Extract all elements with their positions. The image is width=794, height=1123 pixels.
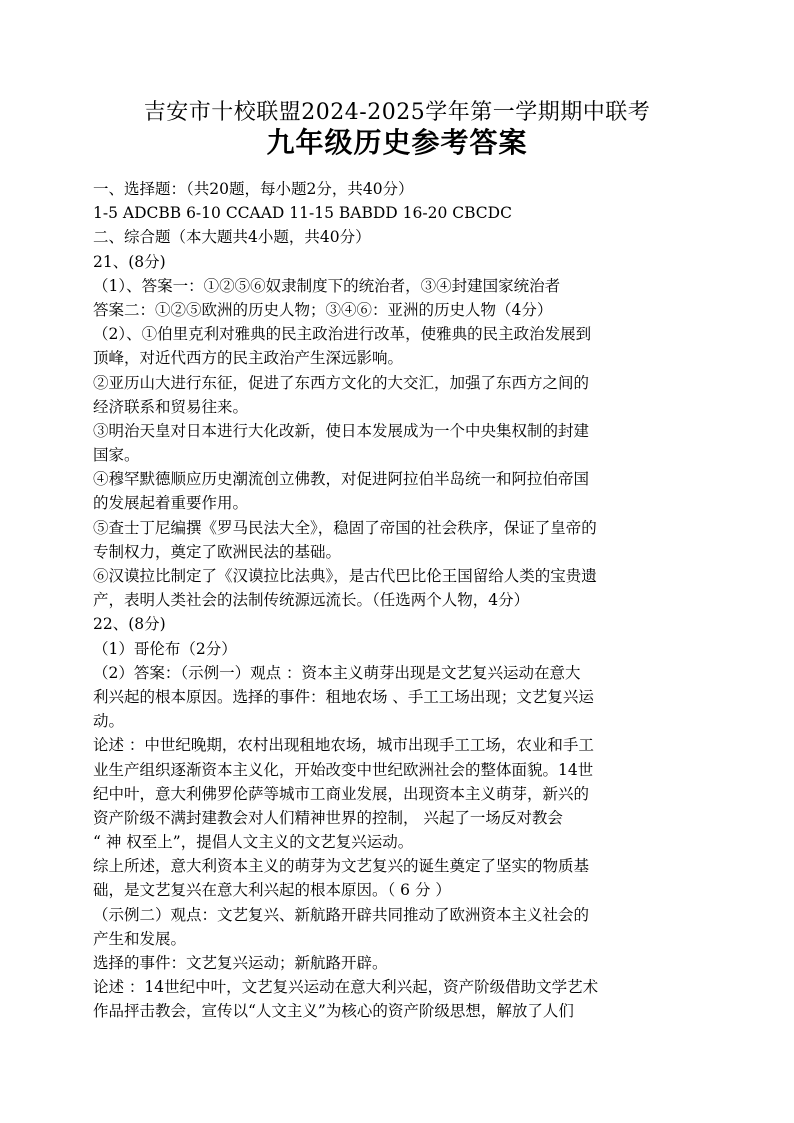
answer-line: “ 神 权至上”，提倡人文主义的文艺复兴运动。 xyxy=(93,833,414,852)
answer-line: 论述 ：14世纪中叶，文艺复兴运动在意大利兴起，资产阶级借助文学艺术 xyxy=(93,978,599,997)
answer-line: （示例二）观点：文艺复兴、新航路开辟共同推动了欧洲资本主义社会的 xyxy=(93,905,590,924)
document-title: 九年级历史参考答案 xyxy=(266,126,528,159)
answer-line: 业生产组织逐渐资本主义化，开始改变中世纪欧洲社会的整体面貌。14世 xyxy=(93,760,594,779)
answer-line: 利兴起的根本原因。选择的事件：租地农场 、手工工场出现；文艺复兴运 xyxy=(93,687,594,706)
answer-line: 选择的事件：文艺复兴运动；新航路开辟。 xyxy=(93,954,388,972)
answer-line: 二、综合题（本大题共4小题，共40分） xyxy=(93,228,371,247)
exam-title: 吉安市十校联盟2024-2025学年第一学期期中联考 xyxy=(143,100,651,125)
answer-line: （1）、答案一：①②⑤⑥奴隶制度下的统治者，③④封建国家统治者 xyxy=(93,276,561,295)
answer-line: 动。 xyxy=(93,712,125,731)
answer-line: ⑤查士丁尼编撰《罗马民法大全》，稳固了帝国的社会秩序，保证了皇帝的 xyxy=(93,518,597,537)
answer-body xyxy=(93,177,705,1024)
answer-line: 21、(8分) xyxy=(93,252,166,271)
answer-line: （2）答案：（示例一）观点 ：资本主义萌芽出现是文艺复兴运动在意大 xyxy=(93,663,581,682)
answer-line: 础，是文艺复兴在意大利兴起的根本原因。（ 6 分 ） xyxy=(93,881,451,900)
answer-line: ⑥汉谟拉比制定了《汉谟拉比法典》，是古代巴比伦王国留给人类的宝贵遗 xyxy=(93,567,597,585)
answer-line: ③明治天皇对日本进行大化改新，使日本发展成为一个中央集权制的封建 xyxy=(93,421,590,440)
answer-line: 专制权力，奠定了欧洲民法的基础。 xyxy=(93,542,342,561)
answer-line: 产生和发展。 xyxy=(93,929,187,948)
answer-line: 一、选择题：（共20题，每小题2分，共40分） xyxy=(93,180,414,198)
answer-line: 经济联系和贸易往来。 xyxy=(93,397,249,416)
answer-line: ④穆罕默德顺应历史潮流创立佛教，对促进阿拉伯半岛统一和阿拉伯帝国 xyxy=(93,470,590,489)
answer-line: 答案二：①②⑤欧洲的历史人物；③④⑥：亚洲的历史人物（4分） xyxy=(93,300,553,319)
answer-line: 的发展起着重要作用。 xyxy=(93,494,249,513)
answer-line: （1）哥伦布（2分） xyxy=(93,639,237,658)
answer-line: 国家。 xyxy=(93,446,140,465)
answer-line: 资产阶级不满封建教会对人们精神世界的控制， 兴起了一场反对教会 xyxy=(93,808,563,827)
answer-line: ②亚历山大进行东征，促进了东西方文化的大交汇，加强了东西方之间的 xyxy=(93,373,590,392)
answer-line: 综上所述，意大利资本主义的萌芽为文艺复兴的诞生奠定了坚实的物质基 xyxy=(93,857,590,876)
answer-line: （2）、①伯里克利对雅典的民主政治进行改革，使雅典的民主政治发展到 xyxy=(93,325,592,344)
answer-line: 纪中叶，意大利佛罗伦萨等城市工商业发展，出现资本主义萌芽，新兴的 xyxy=(93,784,590,803)
answer-line: 论述 ：中世纪晚期，农村出现租地农场，城市出现手工工场，农业和手工 xyxy=(93,736,594,755)
answer-line: 22、(8分) xyxy=(93,615,166,634)
answer-line: 产，表明人类社会的法制传统源远流长。（任选两个人物，4分） xyxy=(93,591,530,610)
answer-line: 顶峰，对近代西方的民主政治产生深远影响。 xyxy=(93,349,404,368)
answer-line: 作品抨击教会，宣传以“人文主义”为核心的资产阶级思想，解放了人们 xyxy=(93,1002,574,1021)
answer-line: 1-5 ADCBB 6-10 CCAAD 11-15 BABDD 16-20 CBCDC xyxy=(93,204,512,223)
